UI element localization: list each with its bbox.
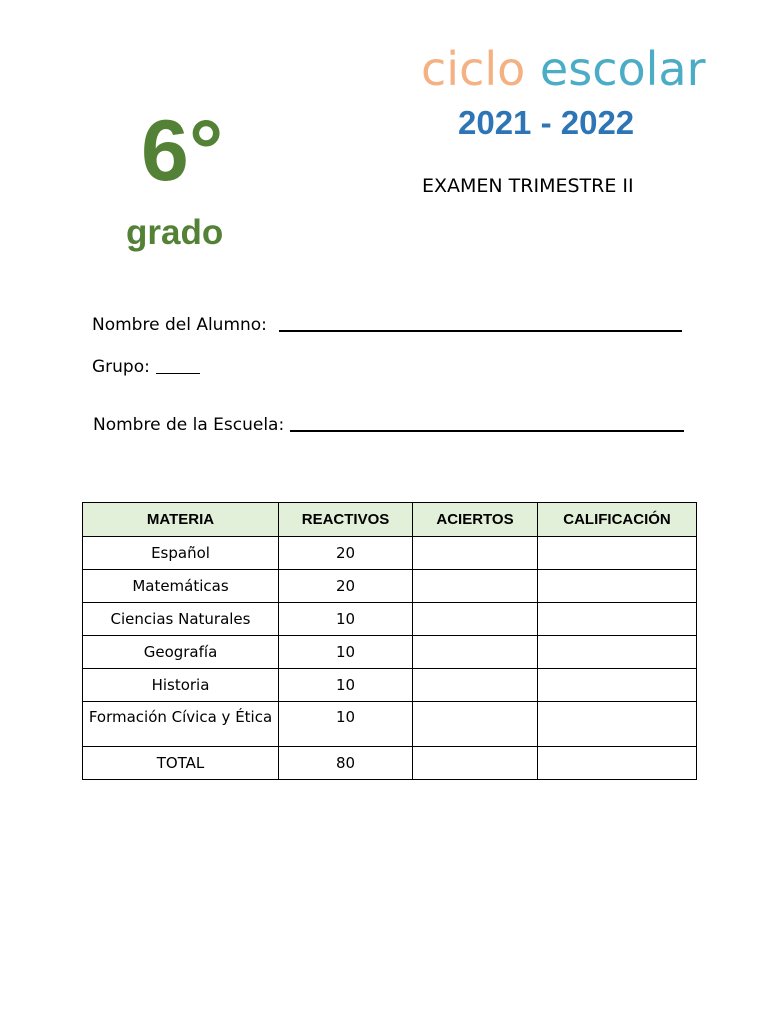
group-label: Grupo: [92, 357, 150, 377]
table-row [83, 636, 697, 669]
grade-cell[interactable] [538, 636, 697, 669]
subject-cell: Historia [83, 669, 279, 702]
table-row [83, 603, 697, 636]
grade-cell[interactable] [538, 570, 697, 603]
school-name-blank[interactable] [290, 429, 684, 432]
items-cell: 20 [279, 570, 413, 603]
subject-cell: Ciencias Naturales [83, 603, 279, 636]
header-reactivos: REACTIVOS [279, 503, 413, 537]
exam-title: EXAMEN TRIMESTRE II [422, 175, 634, 197]
correct-cell[interactable] [413, 636, 538, 669]
items-cell: 10 [279, 636, 413, 669]
subject-cell: Geografía [83, 636, 279, 669]
table-row [83, 702, 697, 747]
items-cell: 10 [279, 702, 413, 747]
cycle-word-ciclo: ciclo [421, 42, 526, 96]
grade-cell[interactable] [538, 747, 697, 780]
correct-cell[interactable] [413, 570, 538, 603]
grade-cell[interactable] [538, 669, 697, 702]
subject-cell: Español [83, 537, 279, 570]
subject-cell: TOTAL [83, 747, 279, 780]
group-field [92, 359, 200, 376]
correct-cell[interactable] [413, 669, 538, 702]
table-row [83, 537, 697, 570]
student-name-blank[interactable] [279, 329, 682, 332]
items-cell: 80 [279, 747, 413, 780]
items-cell: 10 [279, 669, 413, 702]
scores-table [82, 502, 697, 780]
table-row-total [83, 747, 697, 780]
correct-cell[interactable] [413, 702, 538, 747]
header-aciertos: ACIERTOS [413, 503, 538, 537]
correct-cell[interactable] [413, 603, 538, 636]
school-years: 2021 - 2022 [458, 104, 635, 141]
student-name-field [92, 317, 682, 334]
subject-cell: Matemáticas [83, 570, 279, 603]
table-row [83, 570, 697, 603]
grade-word: grado [126, 213, 224, 252]
header-calificacion: CALIFICACIÓN [538, 503, 697, 537]
grade-cell[interactable] [538, 537, 697, 570]
grade-cell[interactable] [538, 603, 697, 636]
grade-cell[interactable] [538, 702, 697, 747]
cycle-word-escolar: escolar [539, 42, 706, 96]
correct-cell[interactable] [413, 537, 538, 570]
school-name-field [93, 417, 684, 434]
group-blank[interactable] [156, 372, 200, 374]
subject-cell: Formación Cívica y Ética [83, 702, 279, 747]
table-header-row [83, 503, 697, 537]
items-cell: 10 [279, 603, 413, 636]
grade-number: 6° [141, 103, 224, 199]
header-materia: MATERIA [83, 503, 279, 537]
items-cell: 20 [279, 537, 413, 570]
school-cycle-title [421, 42, 706, 96]
school-name-label: Nombre de la Escuela: [93, 415, 285, 435]
correct-cell[interactable] [413, 747, 538, 780]
table-row [83, 669, 697, 702]
student-name-label: Nombre del Alumno: [92, 315, 267, 335]
